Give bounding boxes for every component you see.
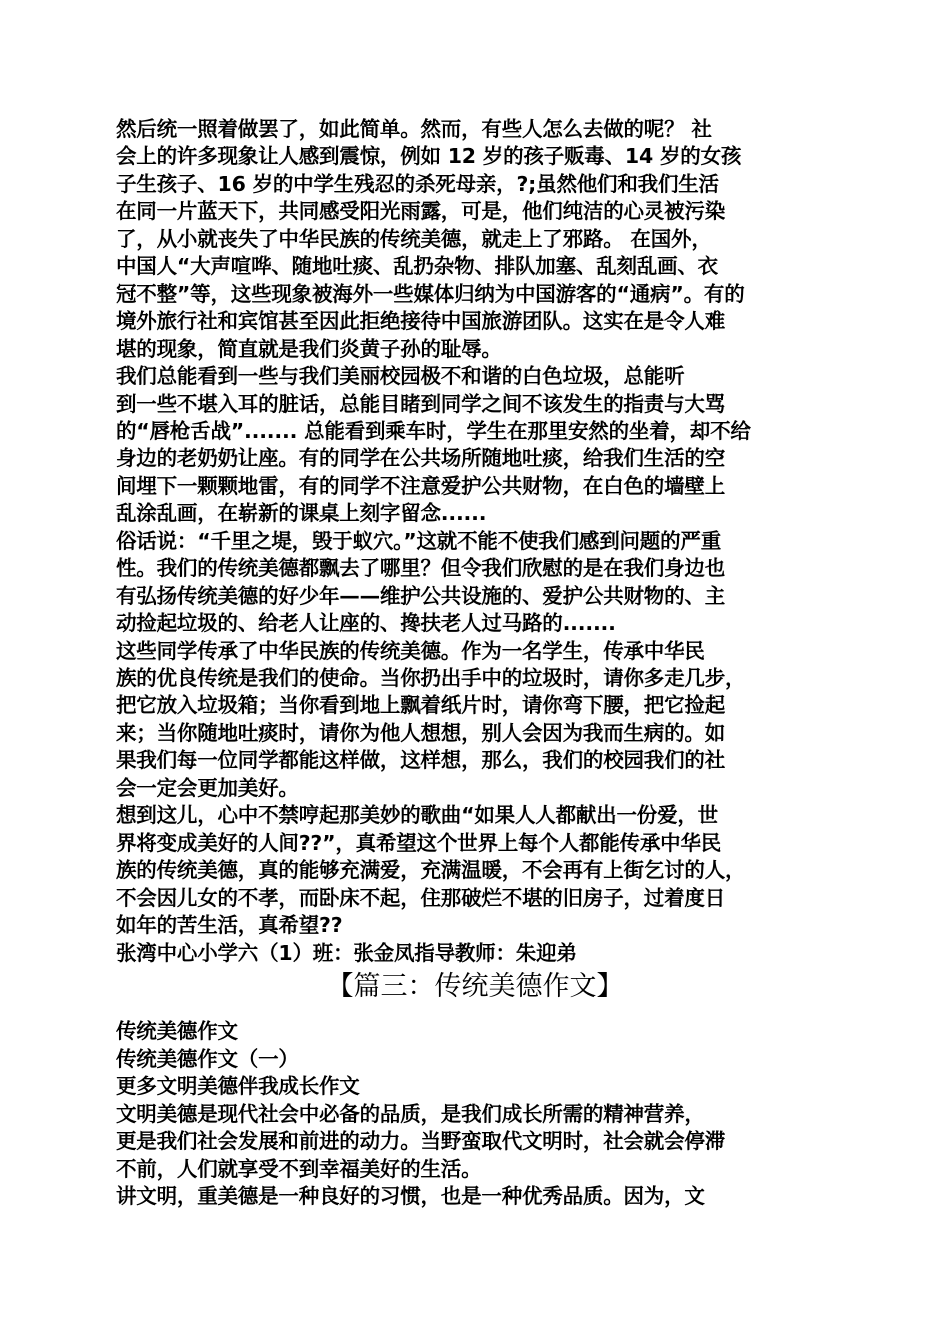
text-line: 动捡起垃圾的、给老人让座的、搀扶老人过马路的.......	[116, 611, 616, 636]
text-line: 堪的现象，简直就是我们炎黄子孙的耻辱。	[116, 336, 502, 361]
text-line: 境外旅行社和宾馆甚至因此拒绝接待中国旅游团队。这实在是令人难	[116, 309, 725, 334]
text-line: 这些同学传承了中华民族的传统美德。作为一名学生，传承中华民	[116, 638, 705, 663]
text-line: 有弘扬传统美德的好少年——维护公共设施的、爱护公共财物的、主	[116, 583, 725, 608]
text-line: 然后统一照着做罢了，如此简单。然而，有些人怎么去做的呢？ 社	[116, 117, 712, 141]
text-line: 果我们每一位同学都能这样做，这样想，那么，我们的校园我们的社	[116, 748, 725, 773]
text-line: 了，从小就丧失了中华民族的传统美德，就走上了邪路。 在国外，	[116, 226, 712, 251]
text-line: 如年的苦生活，真希望??	[116, 913, 343, 938]
text-line: 更多文明美德伴我成长作文	[116, 1074, 360, 1098]
text-line: 子生孩子、16 岁的中学生残忍的杀死母亲，?;虽然他们和我们生活	[116, 171, 719, 196]
text-line: 性。我们的传统美德都飘去了哪里？但令我们欣慰的是在我们身边也	[116, 556, 725, 581]
text-line: 界将变成美好的人间??”，真希望这个世界上每个人都能传承中华民	[116, 830, 722, 855]
text-line: 讲文明，重美德是一种良好的习惯，也是一种优秀品质。因为，文	[116, 1184, 705, 1208]
text-line: 文明美德是现代社会中必备的品质，是我们成长所需的精神营养，	[116, 1101, 705, 1126]
text-line: 的“唇枪舌战”....... 总能看到乘车时，学生在那里安然的坐着，却不给	[116, 418, 751, 443]
text-line: 会一定会更加美好。	[116, 775, 299, 800]
text-line: 中国人“大声喧哗、随地吐痰、乱扔杂物、排队加塞、乱刻乱画、衣	[116, 254, 718, 279]
text-line: 不前，人们就享受不到幸福美好的生活。	[116, 1156, 482, 1181]
text-line: 冠不整”等，这些现象被海外一些媒体归纳为中国游客的“通病”。有的	[116, 281, 745, 306]
text-line: 把它放入垃圾箱；当你看到地上飘着纸片时，请你弯下腰，把它捡起	[116, 693, 725, 718]
text-line: 间埋下一颗颗地雷，有的同学不注意爱护公共财物，在白色的墙壁上	[116, 473, 725, 498]
text-line: 来；当你随地吐痰时，请你为他人想想，别人会因为我而生病的。如	[116, 720, 725, 745]
text-line: 张湾中心小学六（1）班：张金凤指导教师：朱迎弟	[116, 940, 577, 965]
text-line: 到一些不堪入耳的脏话，总能目睹到同学之间不该发生的指责与大骂	[116, 391, 725, 416]
text-line: 族的传统美德，真的能够充满爱，充满温暖，不会再有上街乞讨的人，	[116, 858, 746, 883]
text-line: 乱涂乱画，在崭新的课桌上刻字留念......	[116, 501, 487, 526]
text-line: 在同一片蓝天下，共同感受阳光雨露，可是，他们纯洁的心灵被污染	[116, 199, 725, 224]
text-line: 俗话说：“千里之堤，毁于蚁穴。”这就不能不使我们感到问题的严重	[116, 528, 721, 553]
text-line: 族的优良传统是我们的使命。当你扔出手中的垃圾时，请你多走几步，	[116, 666, 746, 690]
text-line: 会上的许多现象让人感到震惊，例如 12 岁的孩子贩毒、14 岁的女孩	[116, 144, 742, 169]
text-line: 更是我们社会发展和前进的动力。当野蛮取代文明时，社会就会停滞	[116, 1129, 725, 1153]
text-line: 传统美德作文（一）	[116, 1046, 299, 1071]
text-line: 传统美德作文	[116, 1019, 238, 1043]
text-line: 不会因儿女的不孝，而卧床不起，住那破烂不堪的旧房子，过着度日	[116, 885, 725, 910]
section-heading: 【篇三：传统美德作文】	[326, 971, 624, 1002]
text-line: 我们总能看到一些与我们美丽校园极不和谐的白色垃圾，总能听	[116, 364, 685, 389]
text-line: 身边的老奶奶让座。有的同学在公共场所随地吐痰，给我们生活的空	[116, 446, 725, 471]
text-line: 想到这儿，心中不禁哼起那美妙的歌曲“如果人人都献出一份爱，世	[116, 803, 718, 828]
